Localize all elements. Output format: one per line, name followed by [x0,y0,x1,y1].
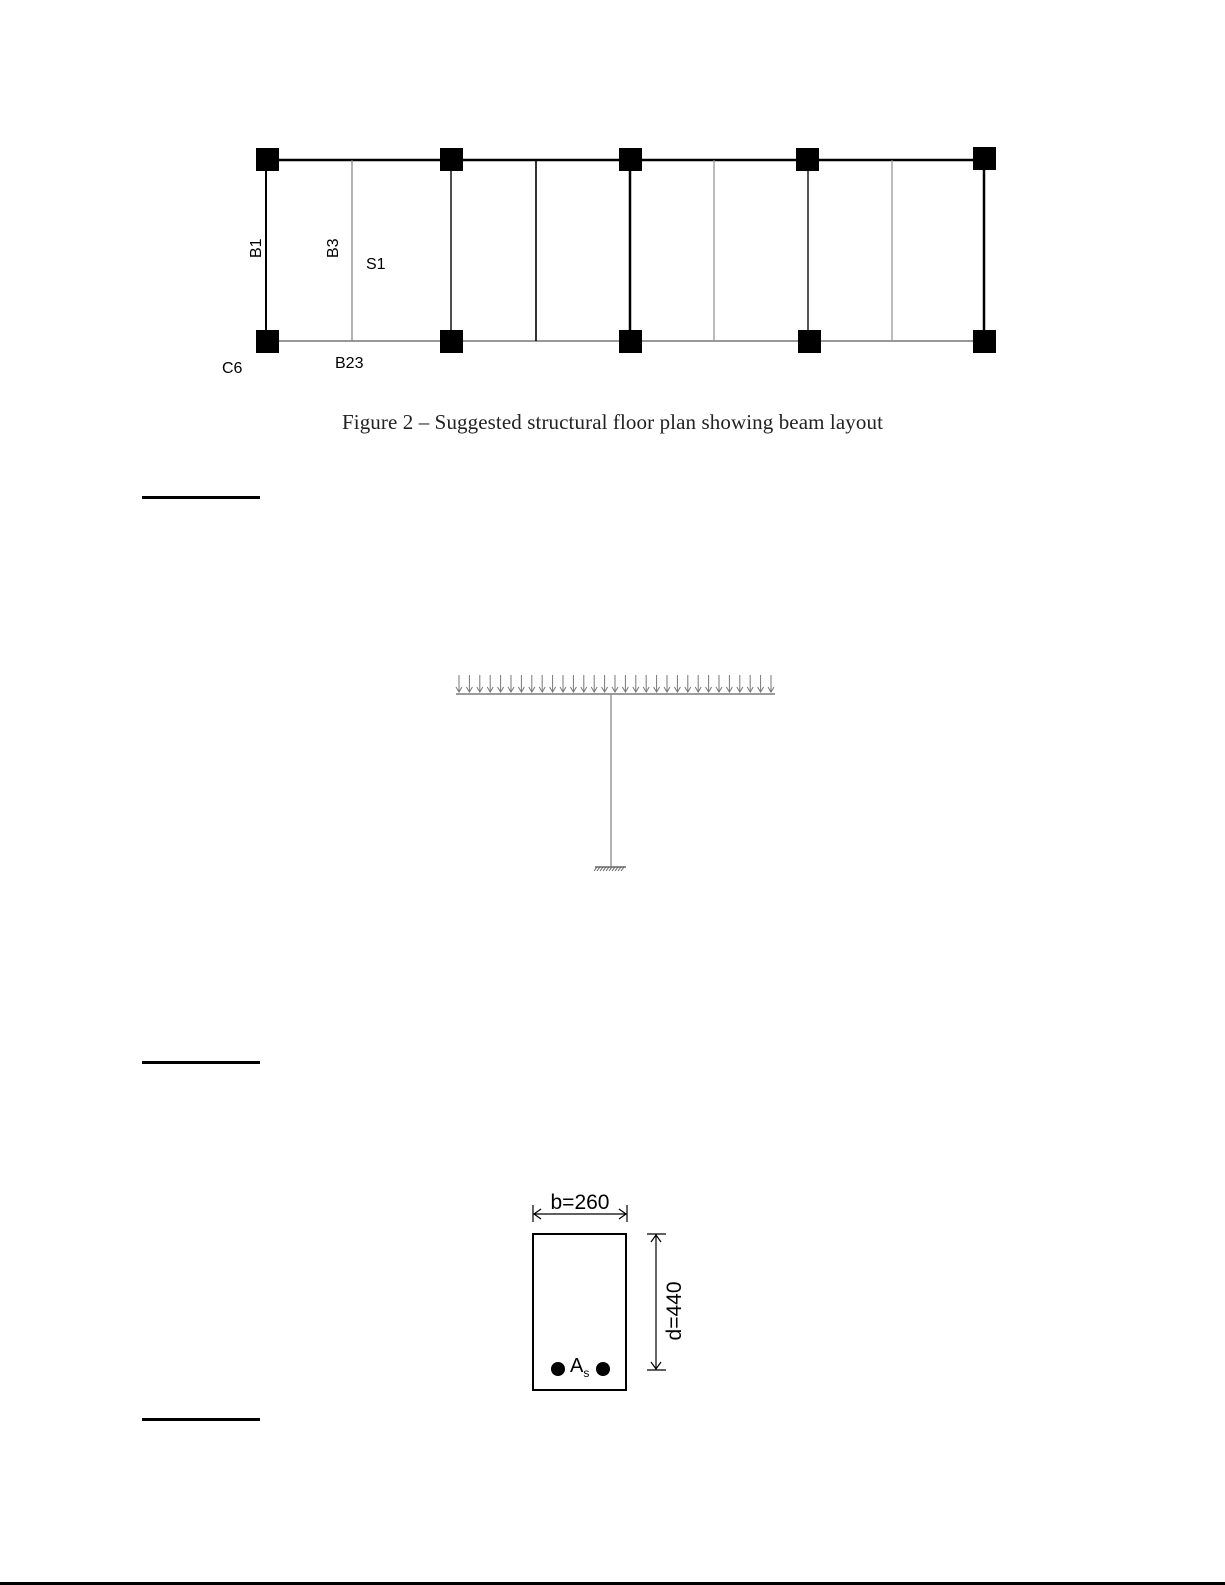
load-arrow-icon [518,675,524,692]
load-arrow-icon [695,675,701,692]
section-rule [142,496,260,499]
load-arrow-icon [487,675,493,692]
section-outline [533,1234,626,1390]
column-c6-square [256,330,279,353]
load-arrow-icon [581,675,587,692]
fixed-support-icon [594,867,626,871]
steel-area-label [570,1355,589,1380]
load-arrow-icon [685,675,691,692]
beam-b23-label: B23 [335,355,364,372]
load-arrow-icon [498,675,504,692]
slab-s1-label: S1 [366,256,386,273]
column-square [440,148,463,171]
load-arrow-icon [737,675,743,692]
load-arrow-icon [747,675,753,692]
load-arrow-icon [529,675,535,692]
column-square [798,330,821,353]
load-arrow-icon [466,675,472,692]
load-arrow-icon [633,675,639,692]
rebar-icon [596,1362,610,1376]
column-square [796,148,819,171]
column-square [973,330,996,353]
load-arrow-icon [456,675,462,692]
load-arrow-icon [654,675,660,692]
load-arrow-icon [664,675,670,692]
column-c6-label: C6 [222,360,243,377]
rebar-icon [551,1362,565,1376]
depth-arrow-bottom [651,1362,661,1369]
width-arrow-right [619,1209,626,1219]
load-arrow-icon [591,675,597,692]
load-arrow-icon [674,675,680,692]
beam-b3-label: B3 [325,238,342,258]
load-arrow-icon [612,675,618,692]
steel-area-subscript: s [583,1366,590,1380]
load-arrow-icon [758,675,764,692]
beam-b1-label: B1 [248,238,265,258]
load-arrow-icon [706,675,712,692]
distributed-load-arrows [456,675,774,692]
floor-plan-diagram [0,0,1225,400]
depth-label: d=440 [663,1281,686,1341]
column-square [973,147,996,170]
column-square [256,148,279,171]
section-rule [142,1061,260,1064]
load-arrow-icon [602,675,608,692]
load-arrow-icon [477,675,483,692]
column-square [440,330,463,353]
depth-arrow-top [651,1235,661,1242]
column-square [619,330,642,353]
width-label: b=260 [550,1191,610,1214]
load-arrow-icon [622,675,628,692]
load-arrow-icon [550,675,556,692]
load-arrow-icon [570,675,576,692]
column-square [619,148,642,171]
section-rule [142,1418,260,1421]
load-arrow-icon [768,675,774,692]
load-arrow-icon [560,675,566,692]
width-arrow-left [534,1209,541,1219]
load-arrow-icon [508,675,514,692]
figure-caption: Figure 2 – Suggested structural floor plan showing beam layout [341,410,884,434]
load-arrow-icon [726,675,732,692]
load-arrow-icon [539,675,545,692]
steel-area-main: A [570,1355,584,1377]
load-arrow-icon [716,675,722,692]
load-arrow-icon [643,675,649,692]
